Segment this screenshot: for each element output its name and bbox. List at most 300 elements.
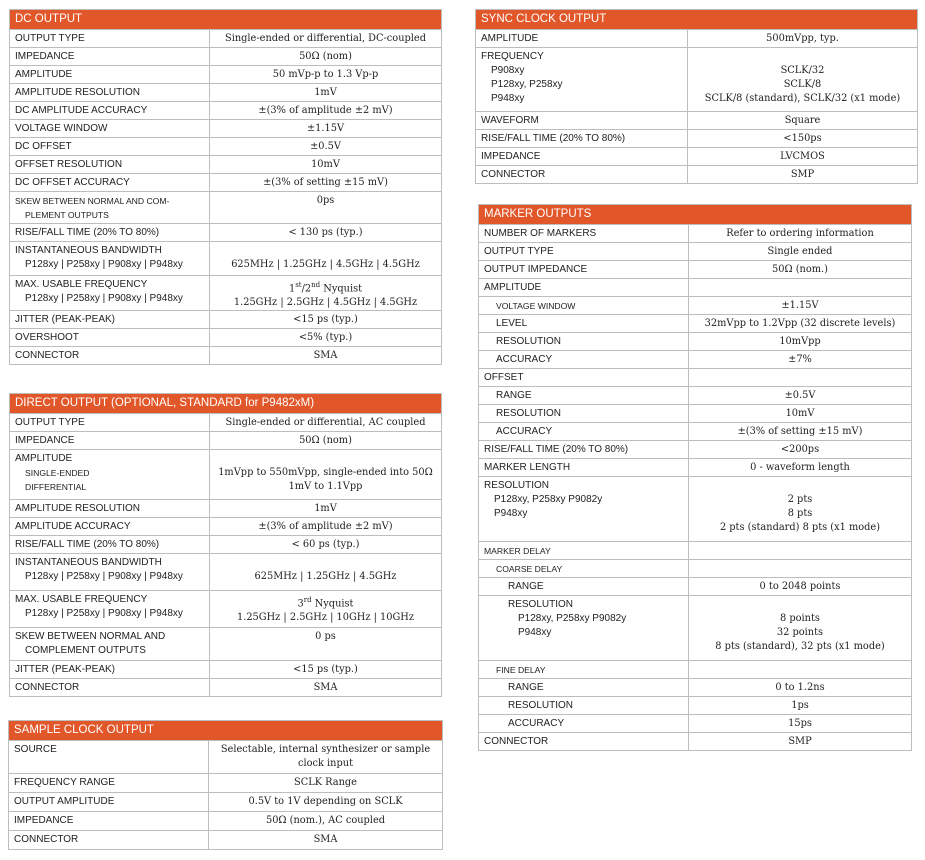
spec-label: AMPLITUDE ACCURACY: [15, 521, 131, 532]
spec-label: JITTER (PEAK-PEAK): [15, 664, 116, 675]
spec-row: [479, 733, 912, 751]
spec-value: 3rd Nyquist: [297, 596, 354, 610]
spec-value: Single-ended or differential, DC-coupled: [225, 33, 426, 44]
spec-value: 625MHz | 1.25GHz | 4.5GHz | 4.5GHz: [231, 259, 420, 270]
spec-label: AMPLITUDE: [484, 282, 542, 293]
spec-value-cell: [209, 774, 443, 793]
spec-value: ±0.5V: [784, 390, 816, 401]
spec-value-cell: [209, 831, 443, 850]
spec-value: [691, 50, 914, 64]
spec-label: FREQUENCY RANGE: [14, 777, 115, 788]
spec-label: MAX. USABLE FREQUENCY: [15, 279, 148, 290]
spec-row: [10, 536, 442, 554]
spec-value-cell: [210, 628, 442, 661]
spec-row: [10, 224, 442, 242]
spec-value-cell: [689, 351, 912, 369]
spec-value-cell: [689, 733, 912, 751]
spec-value-cell: [210, 138, 442, 156]
spec-sublabel: P948xy: [491, 93, 525, 104]
spec-sublabel: PLEMENT OUTPUTS: [25, 210, 109, 220]
spec-row: [10, 120, 442, 138]
spec-row: [9, 741, 443, 774]
spec-value: 0 - waveform length: [750, 462, 850, 473]
spec-label-cell: [479, 560, 689, 578]
spec-label-cell: [479, 315, 689, 333]
spec-label-cell: [479, 441, 689, 459]
spec-row: [10, 518, 442, 536]
spec-value: <200ps: [780, 444, 820, 455]
spec-row: [479, 477, 912, 542]
spec-label: OUTPUT TYPE: [484, 246, 554, 257]
spec-value: 8 pts: [787, 508, 813, 519]
spec-label-cell: [9, 741, 209, 774]
spec-row: [479, 369, 912, 387]
spec-label: AMPLITUDE RESOLUTION: [15, 87, 141, 98]
spec-value-cell: [210, 174, 442, 192]
spec-label-cell: [476, 112, 688, 130]
spec-row: [479, 560, 912, 578]
spec-label: INSTANTANEOUS BANDWIDTH: [15, 245, 162, 256]
spec-sublabel: P948xy: [518, 627, 552, 638]
spec-label-cell: [10, 48, 210, 66]
spec-value: SMA: [313, 682, 338, 693]
spec-label: ACCURACY: [508, 718, 565, 729]
spec-value-cell: [210, 276, 442, 311]
spec-row: [10, 102, 442, 120]
spec-value-cell: [210, 500, 442, 518]
spec-label-cell: [479, 596, 689, 661]
spec-label-cell: [9, 812, 209, 831]
spec-value-cell: [688, 130, 918, 148]
spec-row: [479, 333, 912, 351]
spec-value-cell: [210, 192, 442, 224]
spec-value-cell: [209, 812, 443, 831]
spec-value: 1mV to 1.1Vpp: [288, 481, 363, 492]
direct-output-panel: [9, 393, 442, 697]
spec-value: 50 mVp-p to 1.3 Vp-p: [272, 69, 379, 80]
spec-value-cell: [688, 30, 918, 48]
spec-value: 1.25GHz | 2.5GHz | 4.5GHz | 4.5GHz: [233, 297, 418, 309]
direct-output-table: [9, 413, 442, 697]
spec-label: DC AMPLITUDE ACCURACY: [15, 105, 148, 116]
spec-value: SCLK Range: [294, 777, 357, 788]
spec-label-cell: [10, 329, 210, 347]
spec-label-cell: [476, 48, 688, 112]
spec-value: 50Ω (nom): [299, 435, 352, 446]
spec-value-cell: [689, 387, 912, 405]
spec-row: [10, 174, 442, 192]
spec-label-cell: [479, 261, 689, 279]
spec-value: [213, 556, 438, 570]
spec-row: [479, 261, 912, 279]
spec-value-cell: [689, 679, 912, 697]
spec-label-cell: [10, 224, 210, 242]
spec-label-cell: [10, 347, 210, 365]
spec-label: RANGE: [508, 581, 544, 592]
spec-label: OUTPUT TYPE: [15, 33, 85, 44]
spec-row: [10, 628, 442, 661]
sample-clock-output-table: [8, 740, 443, 850]
spec-value: 0 to 2048 points: [759, 581, 841, 592]
spec-sublabel: COMPLEMENT OUTPUTS: [25, 645, 146, 656]
spec-row: [10, 242, 442, 276]
spec-label-cell: [479, 661, 689, 679]
spec-value: 2 pts (standard) 8 pts (x1 mode): [719, 522, 881, 533]
spec-label-cell: [479, 578, 689, 596]
spec-label-cell: [10, 66, 210, 84]
spec-row: [479, 243, 912, 261]
spec-value-cell: [689, 243, 912, 261]
spec-sublabel: SINGLE-ENDED: [25, 468, 90, 478]
spec-row: [479, 679, 912, 697]
spec-value-cell: [210, 224, 442, 242]
spec-label: MAX. USABLE FREQUENCY: [15, 594, 148, 605]
spec-row: [479, 697, 912, 715]
spec-value: 625MHz | 1.25GHz | 4.5GHz: [254, 571, 397, 582]
spec-label: OFFSET: [484, 372, 524, 383]
spec-value: 1mVpp to 550mVpp, single-ended into 50Ω: [218, 467, 433, 478]
spec-value-cell: [210, 450, 442, 500]
spec-label: INSTANTANEOUS BANDWIDTH: [15, 557, 162, 568]
spec-label: IMPEDANCE: [15, 51, 75, 62]
spec-value-cell: [210, 48, 442, 66]
spec-label: VOLTAGE WINDOW: [15, 123, 108, 134]
spec-label: IMPEDANCE: [15, 435, 75, 446]
spec-label: ACCURACY: [496, 426, 553, 437]
spec-value: 1mV: [314, 87, 337, 98]
spec-sublabel: DIFFERENTIAL: [25, 482, 87, 492]
spec-value: ±1.15V: [306, 123, 345, 134]
spec-label-cell: [10, 591, 210, 628]
spec-label: SOURCE: [14, 744, 57, 755]
spec-row: [9, 774, 443, 793]
spec-value: [213, 244, 438, 258]
spec-label: RESOLUTION: [484, 480, 550, 491]
spec-value-cell: [209, 793, 443, 812]
spec-row: [476, 48, 918, 112]
spec-label: VOLTAGE WINDOW: [496, 301, 576, 311]
spec-row: [10, 276, 442, 311]
spec-value: 0ps: [316, 195, 335, 206]
spec-value-cell: [689, 560, 912, 578]
spec-sublabel: P128xy, P258xy: [491, 79, 563, 90]
spec-value-cell: [689, 315, 912, 333]
spec-value: SMA: [313, 350, 338, 362]
spec-value: Single ended: [767, 246, 833, 257]
spec-row: [10, 432, 442, 450]
spec-row: [479, 596, 912, 661]
spec-value: [692, 598, 908, 612]
spec-value: ±(3% of setting ±15 mV): [263, 177, 388, 188]
spec-sublabel: P128xy, P258xy P9082y: [494, 494, 603, 505]
spec-row: [479, 315, 912, 333]
marker-outputs-panel: [478, 204, 912, 751]
spec-value: [692, 281, 908, 295]
spec-label-cell: [476, 166, 688, 184]
marker-outputs-table: [478, 224, 912, 751]
spec-row: [476, 30, 918, 48]
spec-value-cell: [689, 333, 912, 351]
spec-label-cell: [10, 84, 210, 102]
spec-value: [692, 562, 908, 576]
spec-label: RISE/FALL TIME (20% TO 80%): [15, 539, 160, 550]
spec-value-cell: [689, 661, 912, 679]
spec-label-cell: [479, 733, 689, 751]
spec-value-cell: [210, 102, 442, 120]
spec-label-cell: [479, 679, 689, 697]
spec-sublabel: P948xy: [494, 508, 528, 519]
spec-label: FINE DELAY: [496, 665, 546, 675]
spec-row: [10, 591, 442, 628]
spec-label-cell: [479, 477, 689, 542]
spec-row: [479, 387, 912, 405]
spec-value-cell: [689, 477, 912, 542]
spec-value: <5% (typ.): [298, 332, 353, 344]
spec-value-cell: [210, 84, 442, 102]
spec-label-cell: [10, 661, 210, 679]
spec-label: RISE/FALL TIME (20% TO 80%): [15, 227, 160, 238]
spec-value-cell: [688, 112, 918, 130]
spec-row: [479, 351, 912, 369]
spec-label: RESOLUTION: [496, 336, 562, 347]
spec-row: [479, 279, 912, 297]
spec-label: RANGE: [496, 390, 532, 401]
spec-value: [692, 479, 908, 493]
spec-label: CONNECTOR: [481, 169, 546, 180]
spec-label-cell: [10, 156, 210, 174]
spec-value-cell: [210, 554, 442, 591]
spec-label: AMPLITUDE: [15, 69, 73, 80]
spec-sublabel: P128xy | P258xy | P908xy | P948xy: [25, 259, 183, 270]
spec-row: [10, 66, 442, 84]
spec-value-cell: [210, 518, 442, 536]
spec-label: LEVEL: [496, 318, 528, 329]
spec-value-cell: [210, 156, 442, 174]
spec-value-cell: [689, 405, 912, 423]
spec-value: ±1.15V: [781, 300, 819, 311]
spec-label: OFFSET RESOLUTION: [15, 159, 123, 170]
spec-label-cell: [479, 369, 689, 387]
spec-row: [476, 166, 918, 184]
spec-label: AMPLITUDE: [481, 33, 539, 44]
spec-label-cell: [10, 311, 210, 329]
spec-label-cell: [10, 518, 210, 536]
sync-clock-output-title: SYNC CLOCK OUTPUT: [475, 9, 918, 29]
spec-label-cell: [479, 405, 689, 423]
spec-row: [479, 459, 912, 477]
spec-label-cell: [479, 243, 689, 261]
spec-label-cell: [10, 174, 210, 192]
spec-value-cell: [210, 347, 442, 365]
spec-label: NUMBER OF MARKERS: [484, 228, 597, 239]
spec-value: 1mV: [314, 503, 337, 514]
spec-value: < 60 ps (typ.): [291, 539, 360, 550]
spec-value-cell: [689, 459, 912, 477]
spec-value: 50Ω (nom): [299, 51, 352, 62]
spec-label: CONNECTOR: [15, 350, 80, 362]
spec-value-cell: [689, 697, 912, 715]
spec-label: DC OFFSET: [15, 141, 72, 152]
spec-label-cell: [10, 554, 210, 591]
spec-label-cell: [479, 351, 689, 369]
spec-value: ±(3% of amplitude ±2 mV): [258, 105, 393, 116]
spec-row: [10, 84, 442, 102]
spec-label-cell: [10, 628, 210, 661]
spec-value-cell: [689, 542, 912, 560]
spec-row: [10, 48, 442, 66]
spec-label: OUTPUT IMPEDANCE: [484, 264, 588, 275]
spec-label-cell: [10, 138, 210, 156]
spec-row: [479, 661, 912, 679]
spec-label: RESOLUTION: [496, 408, 562, 419]
spec-value-cell: [209, 741, 443, 774]
spec-label: RESOLUTION: [508, 700, 574, 711]
spec-value-cell: [210, 591, 442, 628]
spec-row: [10, 311, 442, 329]
spec-value: SCLK/8 (standard), SCLK/32 (x1 mode): [704, 93, 901, 104]
spec-label-cell: [476, 30, 688, 48]
spec-label: COARSE DELAY: [496, 564, 563, 574]
spec-value: 8 pts (standard), 32 pts (x1 mode): [715, 641, 885, 652]
spec-value: < 130 ps (typ.): [288, 227, 363, 238]
spec-label: MARKER DELAY: [484, 546, 551, 556]
spec-row: [479, 578, 912, 596]
spec-sublabel: P128xy, P258xy P9082y: [518, 613, 627, 624]
spec-label-cell: [476, 148, 688, 166]
spec-label-cell: [10, 432, 210, 450]
spec-label: OUTPUT TYPE: [15, 417, 85, 428]
spec-label-cell: [10, 30, 210, 48]
spec-row: [476, 130, 918, 148]
sample-clock-output-title: SAMPLE CLOCK OUTPUT: [8, 720, 443, 740]
spec-label-cell: [479, 459, 689, 477]
spec-value-cell: [210, 329, 442, 347]
spec-value: SMP: [790, 169, 815, 180]
spec-value: SMP: [788, 736, 812, 747]
spec-value-cell: [210, 311, 442, 329]
spec-value-cell: [210, 66, 442, 84]
spec-value: ±(3% of setting ±15 mV): [737, 426, 863, 437]
spec-value-cell: [689, 423, 912, 441]
spec-label-cell: [10, 450, 210, 500]
spec-value-cell: [210, 414, 442, 432]
spec-value-cell: [689, 715, 912, 733]
spec-value: 1.25GHz | 2.5GHz | 10GHz | 10GHz: [236, 612, 415, 624]
spec-value-cell: [688, 48, 918, 112]
spec-row: [10, 414, 442, 432]
spec-label-cell: [479, 387, 689, 405]
spec-value: <15 ps (typ.): [293, 664, 358, 675]
spec-label: IMPEDANCE: [481, 151, 541, 162]
spec-value: <15 ps (typ.): [293, 314, 358, 326]
spec-row: [479, 405, 912, 423]
spec-label-cell: [479, 279, 689, 297]
spec-value: 8 points: [780, 613, 820, 624]
spec-value: 10mV: [311, 159, 340, 170]
spec-value: 50Ω (nom.): [772, 264, 828, 275]
spec-value: 0.5V to 1V depending on SCLK: [248, 796, 403, 807]
spec-value-cell: [210, 536, 442, 554]
spec-row: [479, 297, 912, 315]
spec-row: [10, 450, 442, 500]
spec-row: [476, 148, 918, 166]
spec-row: [9, 812, 443, 831]
spec-label: AMPLITUDE: [15, 453, 73, 464]
spec-sublabel: P128xy | P258xy | P908xy | P948xy: [25, 571, 183, 582]
spec-label-cell: [479, 542, 689, 560]
spec-value: SCLK/32: [780, 65, 825, 76]
spec-row: [10, 329, 442, 347]
spec-row: [479, 423, 912, 441]
spec-label-cell: [479, 297, 689, 315]
spec-row: [10, 679, 442, 697]
spec-label-cell: [10, 242, 210, 276]
spec-label: RISE/FALL TIME (20% TO 80%): [484, 444, 629, 455]
spec-value-cell: [689, 225, 912, 243]
spec-label-cell: [9, 774, 209, 793]
spec-label: FREQUENCY: [481, 51, 544, 62]
sync-clock-output-table: [475, 29, 918, 184]
spec-value-cell: [689, 261, 912, 279]
spec-sublabel: P128xy | P258xy | P908xy | P948xy: [25, 608, 183, 619]
spec-value: 32mVpp to 1.2Vpp (32 discrete levels): [704, 318, 896, 329]
sample-clock-output-panel: [8, 720, 443, 850]
spec-sublabel: P908xy: [491, 65, 525, 76]
spec-label: CONNECTOR: [484, 736, 549, 747]
spec-label-cell: [479, 333, 689, 351]
spec-value-cell: [689, 596, 912, 661]
spec-row: [479, 542, 912, 560]
spec-value: 1ps: [791, 700, 809, 711]
spec-value: [692, 544, 908, 558]
spec-row: [479, 715, 912, 733]
spec-label: WAVEFORM: [481, 115, 539, 126]
spec-label: ACCURACY: [496, 354, 553, 365]
spec-value: 500mVpp, typ.: [766, 33, 839, 44]
spec-value: ±(3% of amplitude ±2 mV): [258, 521, 393, 532]
spec-value: Single-ended or differential, AC coupled: [225, 417, 426, 428]
spec-row: [479, 225, 912, 243]
spec-row: [9, 831, 443, 850]
spec-row: [476, 112, 918, 130]
spec-value-cell: [689, 578, 912, 596]
spec-label: RISE/FALL TIME (20% TO 80%): [481, 133, 626, 144]
spec-value: clock input: [297, 758, 354, 769]
spec-row: [479, 441, 912, 459]
spec-label: JITTER (PEAK-PEAK): [15, 314, 116, 326]
spec-label: OVERSHOOT: [15, 332, 79, 344]
spec-label-cell: [10, 414, 210, 432]
spec-row: [10, 500, 442, 518]
spec-label: OUTPUT AMPLITUDE: [14, 796, 115, 807]
spec-value: 10mV: [785, 408, 815, 419]
sync-clock-output-panel: [475, 9, 918, 184]
spec-label: CONNECTOR: [15, 682, 80, 693]
spec-value: 10mVpp: [779, 336, 821, 347]
dc-output-table: [9, 29, 442, 365]
dc-output-title: DC OUTPUT: [9, 9, 442, 29]
spec-value-cell: [210, 679, 442, 697]
spec-value: 1st/2nd Nyquist: [288, 281, 363, 295]
spec-value: LVCMOS: [780, 151, 825, 162]
spec-value-cell: [689, 441, 912, 459]
spec-value: [692, 663, 908, 677]
spec-value-cell: [688, 148, 918, 166]
direct-output-title: DIRECT OUTPUT (OPTIONAL, STANDARD for P9482xM): [9, 393, 442, 413]
spec-value: SMA: [313, 834, 338, 845]
spec-row: [10, 156, 442, 174]
spec-label-cell: [9, 793, 209, 812]
